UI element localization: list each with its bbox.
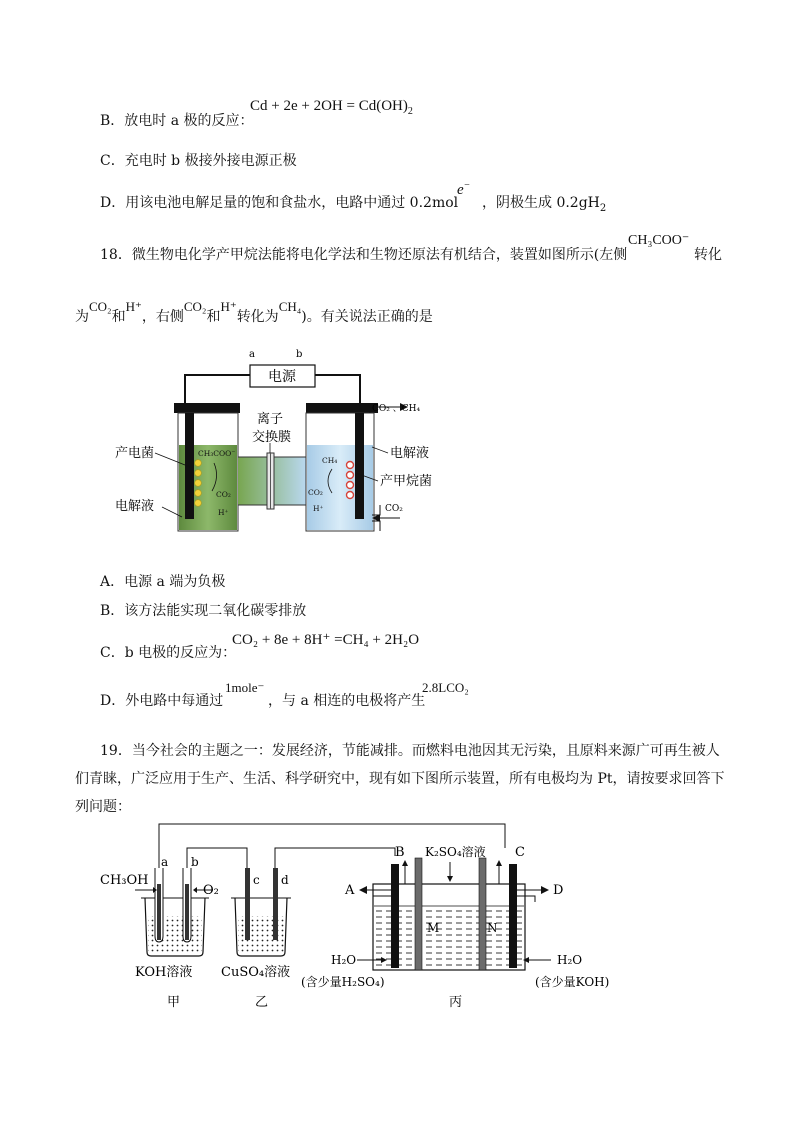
q17-b-equation-text: Cd + 2e + 2OH = Cd(OH) [250, 98, 408, 114]
q17-d-electron [457, 180, 470, 199]
q18-right-bacteria-label: 产甲烷菌 [380, 474, 433, 489]
q18-line2-co2a: CO₂ [89, 299, 112, 314]
q18-option-d: D．外电路中每通过 [100, 693, 224, 709]
q18-left-lid [174, 403, 240, 413]
q18-line2-ch4: CH₄ [278, 299, 302, 314]
q18-option-d-mid: ，与 a 相连的电极将产生 [268, 693, 426, 709]
q19-koh-label: KOH溶液 [135, 965, 193, 980]
q18-left-electrolyte-label: 电解液 [115, 499, 155, 514]
q18-right-co2: CO₂ [308, 488, 323, 497]
q19-membrane-m: M [427, 921, 440, 935]
q18-terminal-a: a [249, 349, 255, 360]
q19-caption-yi: 乙 [255, 995, 269, 1010]
q18-line2-p1: 为 [75, 309, 89, 325]
q17-d-prefix: D．用该电池电解足量的饱和食盐水，电路中通过 0.2mol [100, 195, 459, 211]
q18-stem-line1-end: 转化 [694, 247, 722, 263]
q17-option-d [100, 192, 458, 212]
q17-option-b [100, 110, 254, 130]
q18-electrolysis-figure [110, 345, 460, 545]
q18-stem-line1: 18．微生物电化学产甲烷法能将电化学法和生物还原法有机结合，装置如图所示(左侧 [100, 247, 628, 263]
q19-membrane-n: N [487, 921, 498, 935]
q18-line2-h2: H⁺ [220, 299, 237, 314]
q17-option-b-text: B．放电时 a 极的反应： [100, 113, 254, 129]
q18-stem-formula: CH₃COO⁻ [628, 233, 690, 248]
q19-port-d: D [553, 883, 564, 898]
q17-d-e: e [457, 182, 464, 198]
q18-option-c-equation: CO₂ + 8e + 8H⁺ =CH₄ + 2H₂O [232, 632, 420, 648]
q19-port-c: C [515, 845, 525, 860]
q17-b-equation-sub: 2 [407, 106, 413, 117]
q19-port-a: A [345, 883, 355, 898]
q18-right-h: H⁺ [313, 504, 324, 513]
q19-h2o-right: H₂O [557, 953, 583, 967]
q18-line2-h1: H⁺ [125, 299, 142, 314]
q18-right-lid [306, 403, 378, 413]
q19-h2o-left: H₂O [331, 953, 357, 967]
q19-port-b: B [395, 845, 405, 860]
q19-o2-label: O₂ [203, 883, 219, 898]
q18-membrane-label-2: 交换膜 [252, 430, 292, 445]
q18-right-electrode [355, 413, 364, 519]
q18-stem-line2 [75, 299, 433, 326]
q18-power-label: 电源 [268, 369, 296, 385]
q19-apparatus-figure [95, 818, 635, 1018]
q18-line2-co2b: CO₂ [183, 299, 207, 314]
q18-option-b: B．该方法能实现二氧化碳零排放 [100, 603, 307, 619]
q18-option-a: A．电源 a 端为负极 [100, 574, 226, 590]
q18-line2-end: )。有关说法正确的是 [301, 309, 433, 325]
q18-option-d-formula1: 1mole⁻ [225, 680, 265, 695]
q19-cuso4-label: CuSO₄溶液 [221, 965, 291, 980]
q18-membrane-label-1: 离子 [257, 412, 284, 427]
q18-line2-p3: 转化为 [236, 309, 279, 325]
q17-d-e-sup: − [463, 180, 471, 191]
q18-line2-he: 和 [111, 309, 126, 325]
q19-h2o-left-note: (含少量H₂SO₄) [301, 975, 385, 989]
q18-left-h: H⁺ [218, 508, 229, 517]
q19-stem-line2: 们青睐，广泛应用于生产、生活、科学研究中，现有如下图所示装置，所有电极均为 Pt，请按要求回答下 [75, 771, 725, 787]
q18-left-electrode [185, 413, 194, 519]
q19-caption-bing: 丙 [449, 995, 463, 1010]
q19-electrode-a: a [161, 855, 169, 869]
q17-d-suffix [482, 192, 606, 214]
q18-line2-he2: 和 [206, 309, 221, 325]
q18-left-bacteria-label: 产电菌 [115, 446, 155, 461]
q18-option-c: C．b 电极的反应为： [100, 645, 237, 661]
q19-cell-bing [357, 858, 551, 970]
q19-electrode-b: b [191, 855, 199, 869]
q18-right-ch4: CH₄ [322, 456, 338, 465]
q19-k2so4-label: K₂SO₄溶液 [425, 845, 486, 859]
q19-h2o-right-note: (含少量KOH) [535, 975, 610, 989]
q18-right-electrolyte-label: 电解液 [390, 446, 430, 461]
q18-in-gas-label: CO₂ [385, 504, 403, 514]
q17-option-b-equation [250, 98, 413, 117]
q18-left-co2: CO₂ [216, 490, 231, 499]
q18-option-d-formula2: 2.8LCO₂ [422, 680, 469, 695]
q19-ch3oh-label: CH₃OH [100, 873, 149, 888]
q18-left-ch3coo: CH₃COO⁻ [198, 449, 236, 458]
q17-d-suffix-text: ，阴极生成 0.2gH [482, 195, 600, 211]
q19-stem-line1: 19．当今社会的主题之一：发展经济，节能减排。而燃料电池因其无污染，且原料来源广可再生被人 [100, 743, 720, 759]
q19-electrode-c: c [253, 873, 260, 887]
q18-terminal-b: b [296, 349, 303, 360]
q17-d-suffix-sub: 2 [599, 202, 607, 214]
q19-electrode-d: d [281, 873, 289, 887]
q18-out-gas-label: CO₂ 、CH₄ [372, 404, 421, 414]
q17-option-c: C．充电时 b 极接外接电源正极 [100, 153, 297, 169]
q19-stem-line3: 列问题： [75, 799, 131, 815]
q18-line2-p2: ，右侧 [141, 309, 184, 325]
q19-caption-jia: 甲 [167, 995, 181, 1010]
